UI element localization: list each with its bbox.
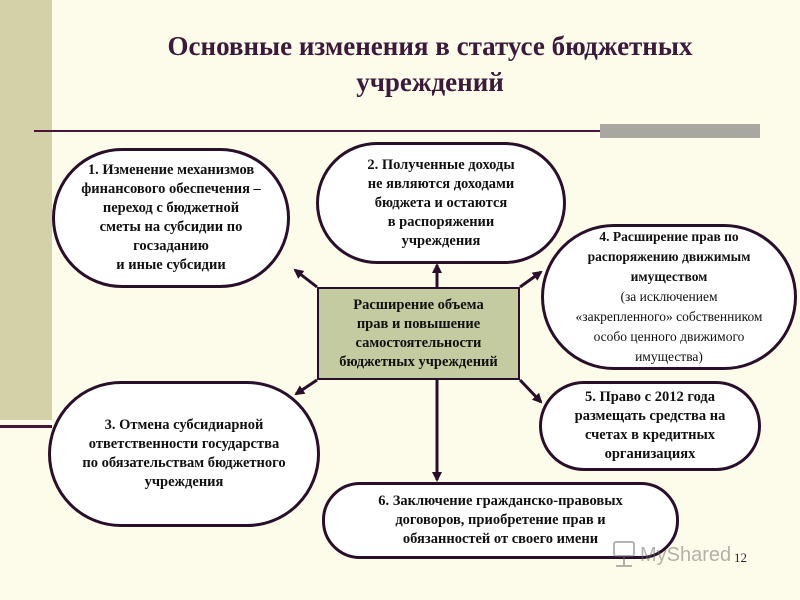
slide-title: Основные изменения в статусе бюджетных учреждений <box>167 31 693 97</box>
node-6-contracts: 6. Заключение гражданско-правовых договоров, приобретение прав и обязанностей от своего имени <box>322 482 679 559</box>
svg-text:MyShared: MyShared <box>640 544 732 566</box>
arrow-to-node-3 <box>296 380 317 394</box>
page-number: 12 <box>734 550 747 565</box>
arrow-to-node-4 <box>520 272 541 287</box>
node-2-income: 2. Полученные доходы не являются доходами бюджета и остаются в распоряжении учреждения <box>316 142 566 264</box>
node-1-financing: 1. Изменение механизмов финансового обеспечения – переход с бюджетной сметы на субсидии по госзаданию и иные субсидии <box>52 148 290 288</box>
center-box: Расширение объема прав и повышение самостоятельности бюджетных учреждений <box>317 287 520 380</box>
node-4-property-rights: 4. Расширение прав по распоряжению движимым имуществом (за исключением «закрепленного» собственником особо ценного движимого имущества) <box>541 224 797 370</box>
node-5-deposit-right: 5. Право с 2012 года размещать средства на счетах в кредитных организациях <box>539 381 761 471</box>
arrow-to-node-1 <box>295 270 317 287</box>
arrow-to-node-5 <box>520 380 541 402</box>
node-3-liability: 3. Отмена субсидиарной ответственности государства по обязательствам бюджетного учреждения <box>48 381 320 527</box>
